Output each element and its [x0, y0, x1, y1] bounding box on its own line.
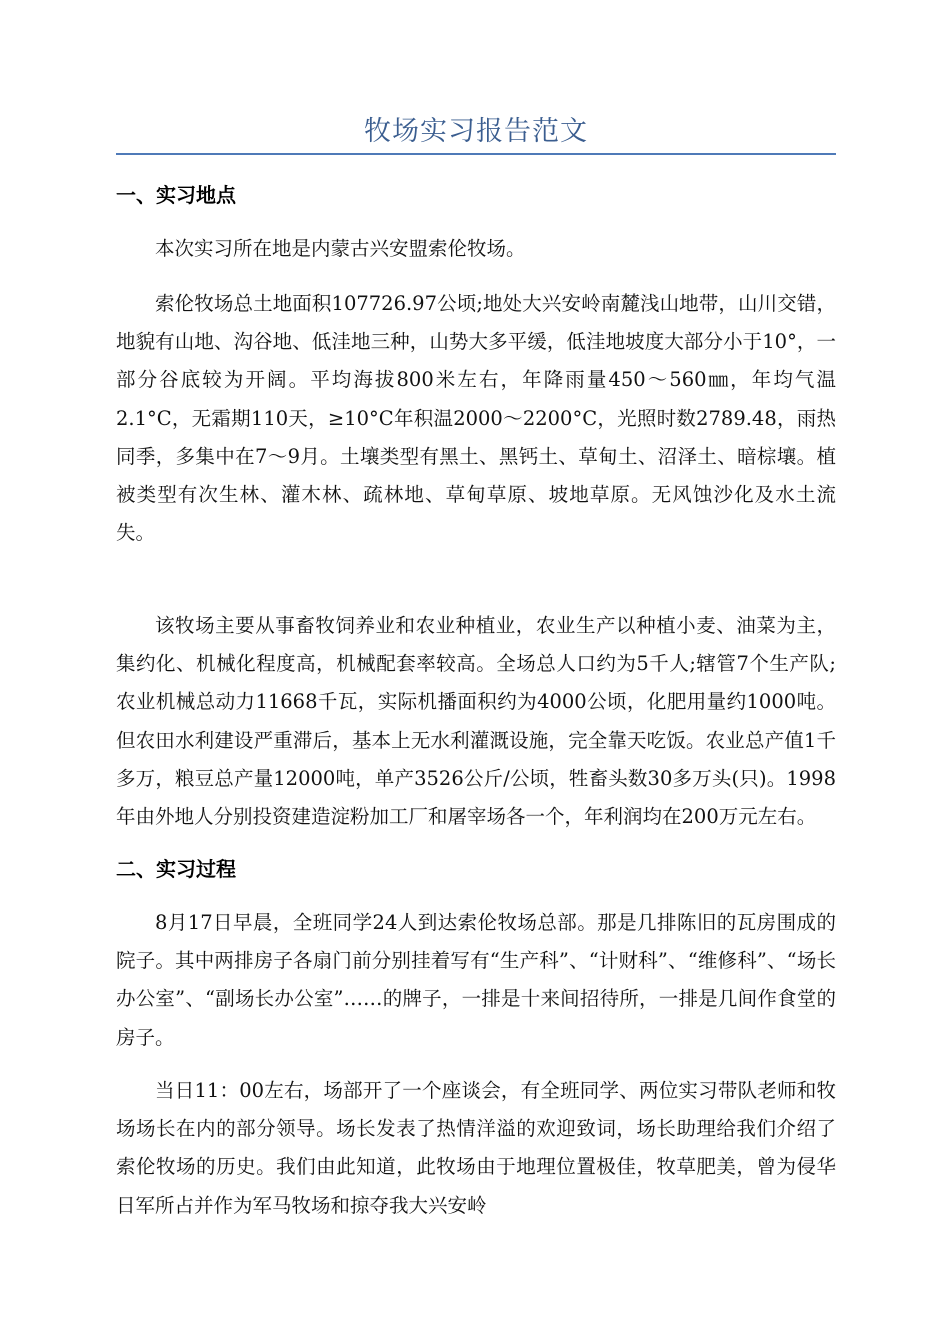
section-heading-location: 一、实习地点	[116, 183, 236, 207]
paragraph-process-arrival: 8月17日早晨，全班同学24人到达索伦牧场总部。那是几排陈旧的瓦房围成的院子。其中两排房子各扇门前分别挂着写有“生产科”、“计财科”、“维修科”、“场长办公室”、“副场长办公室”……的牌子，一排是十来间招待所，一排是几间作食堂的房子。	[116, 911, 836, 1049]
title-underline	[116, 153, 836, 155]
document-title: 牧场实习报告范文	[364, 116, 588, 147]
paragraph-location-geography: 索伦牧场总土地面积107726.97公顷;地处大兴安岭南麓浅山地带，山川交错，地貌有山地、沟谷地、低洼地三种，山势大多平缓，低洼地坡度大部分小于10°，一部分谷底较为开阔。平均海拔800米左右，年降雨量450～560㎜，年均气温2.1°C，无霜期110天，≥10°C年积温2000～2200°C，光照时数2789.48，雨热同季，多集中在7～9月。土壤类型有黑土、黑钙土、草甸土、沼泽土、暗棕壤。植被类型有次生林、灌木林、疏林地、草甸草原、坡地草原。无风蚀沙化及水土流失。	[116, 292, 836, 545]
section-heading-process: 二、实习过程	[116, 857, 236, 881]
paragraph-process-meeting: 当日11：00左右，场部开了一个座谈会，有全班同学、两位实习带队老师和牧场场长在内的部分领导。场长发表了热情洋溢的欢迎致词，场长助理给我们介绍了索伦牧场的历史。我们由此知道，此牧场由于地理位置极佳，牧草肥美，曾为侵华日军所占并作为军马牧场和掠夺我大兴安岭	[116, 1079, 836, 1217]
paragraph-location-intro: 本次实习所在地是内蒙古兴安盟索伦牧场。	[155, 237, 526, 260]
paragraph-location-economy: 该牧场主要从事畜牧饲养业和农业种植业，农业生产以种植小麦、油菜为主，集约化、机械化程度高，机械配套率较高。全场总人口约为5千人;辖管7个生产队;农业机械总动力11668千瓦，实际机播面积约为4000公顷，化肥用量约1000吨。但农田水利建设严重滞后，基本上无水利灌溉设施，完全靠天吃饭。农业总产值1千多万，粮豆总产量12000吨，单产3526公斤/公顷，牲畜头数30多万头(只)。1998年由外地人分别投资建造淀粉加工厂和屠宰场各一个，年利润均在200万元左右。	[116, 614, 836, 829]
